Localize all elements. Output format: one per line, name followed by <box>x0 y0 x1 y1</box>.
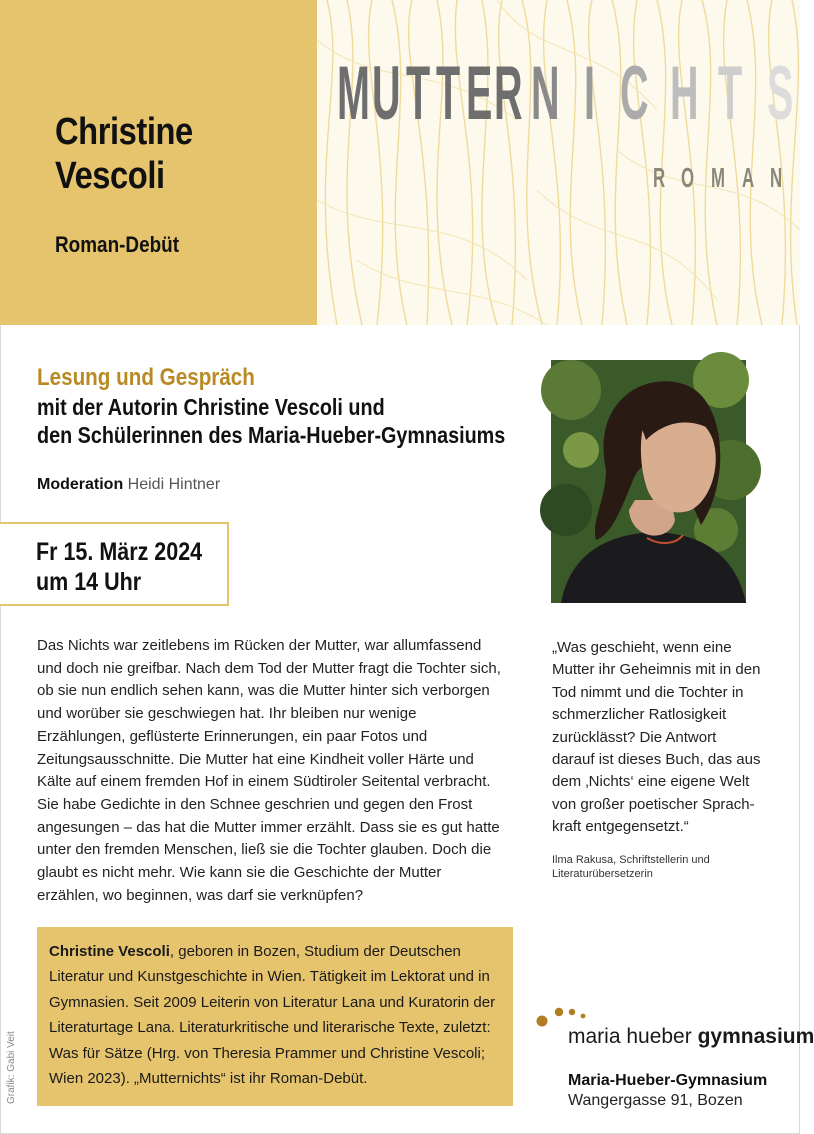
cover-line-pattern <box>317 0 800 325</box>
title-letter: C <box>620 51 649 136</box>
book-title <box>337 51 794 144</box>
title-letter: T <box>406 51 431 136</box>
roman-letter: M <box>711 162 725 193</box>
synopsis-text: Das Nichts war zeitlebens im Rücken der Mutter, war allumfassend und doch nie greifbar. Nach dem Tod der Mutter fragt die Tochter sich, ob sie nun endlich sehen kann, was die Mutter hinter sich verborgen und worüber sie geschwiegen hat. Ihr bleiben nur wenige Erzählungen, geflüsterte Erinnerungen, ein paar Fotos und Zeitungsausschnitte. Die Mutter hat eine Kindheit voller Härte und Kälte auf einem fremden Hof in einem Südtiroler Seitental verbracht. Sie habe Gedichte in den Schnee geschrien und gegen den Frost angesungen – das hat die Mutter immer erzählt. Dass sie es gut hatte unter den fremden Menschen, ließ sie die Tochter glauben. Doch die glaubt es nicht mehr. Wie kann sie die Geschichte der Mutter erzählen, wo beginnen, was darf sie verknüpfen? <box>37 637 501 904</box>
title-letter: T <box>436 51 461 136</box>
moderation-label: Moderation <box>37 476 124 493</box>
event-kicker: Lesung und Gespräch <box>37 364 255 391</box>
title-letter: U <box>372 51 401 136</box>
event-date: Fr 15. März 2024 <box>36 538 203 566</box>
moderation <box>37 476 220 494</box>
event-line-1: mit der Autorin Christine Vescoli und <box>37 394 385 420</box>
author-first-name: Christine <box>55 111 193 153</box>
event-line-2: den Schülerinnen des Maria-Hueber-Gymnasiums <box>37 422 506 448</box>
event-time: um 14 Uhr <box>36 568 142 596</box>
graphic-credit: Grafik: Gabi Veit <box>6 1031 17 1104</box>
title-letter: H <box>670 51 699 136</box>
roman-letter: A <box>742 162 755 193</box>
logo-bold: gymnasium <box>697 1025 814 1048</box>
roman-letter: R <box>653 162 666 193</box>
roman-letter: N <box>770 162 783 193</box>
review-quote: „Was geschieht, wenn eine Mutter ihr Geheimnis mit in den Tod nimmt und die Tochter in schmerzlicher Ratlosigkeit zurücklässt? Die Antwort darauf ist dieses Buch, das aus dem ‚Nichts‘ eine eigene Welt von großer poetischer Sprach-kraft entgegensetzt.“ <box>552 639 761 836</box>
quote-source: Ilma Rakusa, Schriftstellerin und Literaturübersetzerin <box>552 854 710 880</box>
roman-letter: O <box>681 162 695 193</box>
book-cover <box>317 0 800 325</box>
title-letter: T <box>718 51 743 136</box>
title-letter: N <box>531 51 560 136</box>
moderation-name: Heidi Hintner <box>127 476 221 493</box>
author-last-name: Vescoli <box>55 155 165 197</box>
logo-light: maria hueber <box>568 1025 692 1048</box>
author-bio-box <box>37 927 513 1106</box>
title-letter: E <box>466 51 493 136</box>
title-letter: S <box>767 51 794 136</box>
school-name: Maria-Hueber-Gymnasium <box>568 1072 768 1089</box>
author-bio-text <box>49 939 505 1091</box>
debut-label: Roman-Debüt <box>55 232 180 257</box>
title-letter: I <box>584 51 595 136</box>
date-box <box>0 522 229 606</box>
bio-body: , geboren in Bozen, Studium der Deutschen Literatur und Kunstgeschichte in Wien. Tätigkeit im Lektorat und in Gymnasien. Seit 2009 Leiterin von Literatur Lana und Kuratorin der Literaturtage Lana. Literaturkritische und literarische Texte, zuletzt: Was für Sätze (Hrg. von Theresia Prammer und Christine Vescoli; Wien 2023). „Mutternichts“ ist ihr Roman-Debüt. <box>49 943 496 1088</box>
header-author-block <box>0 0 317 325</box>
title-letter: M <box>337 51 370 136</box>
school-address: Wangergasse 91, Bozen <box>568 1092 743 1109</box>
bio-author-name: Christine Vescoli <box>49 943 170 960</box>
title-letter: R <box>494 51 523 136</box>
author-name <box>55 110 193 198</box>
school-logo-text <box>568 1025 814 1049</box>
author-photo <box>551 360 746 603</box>
